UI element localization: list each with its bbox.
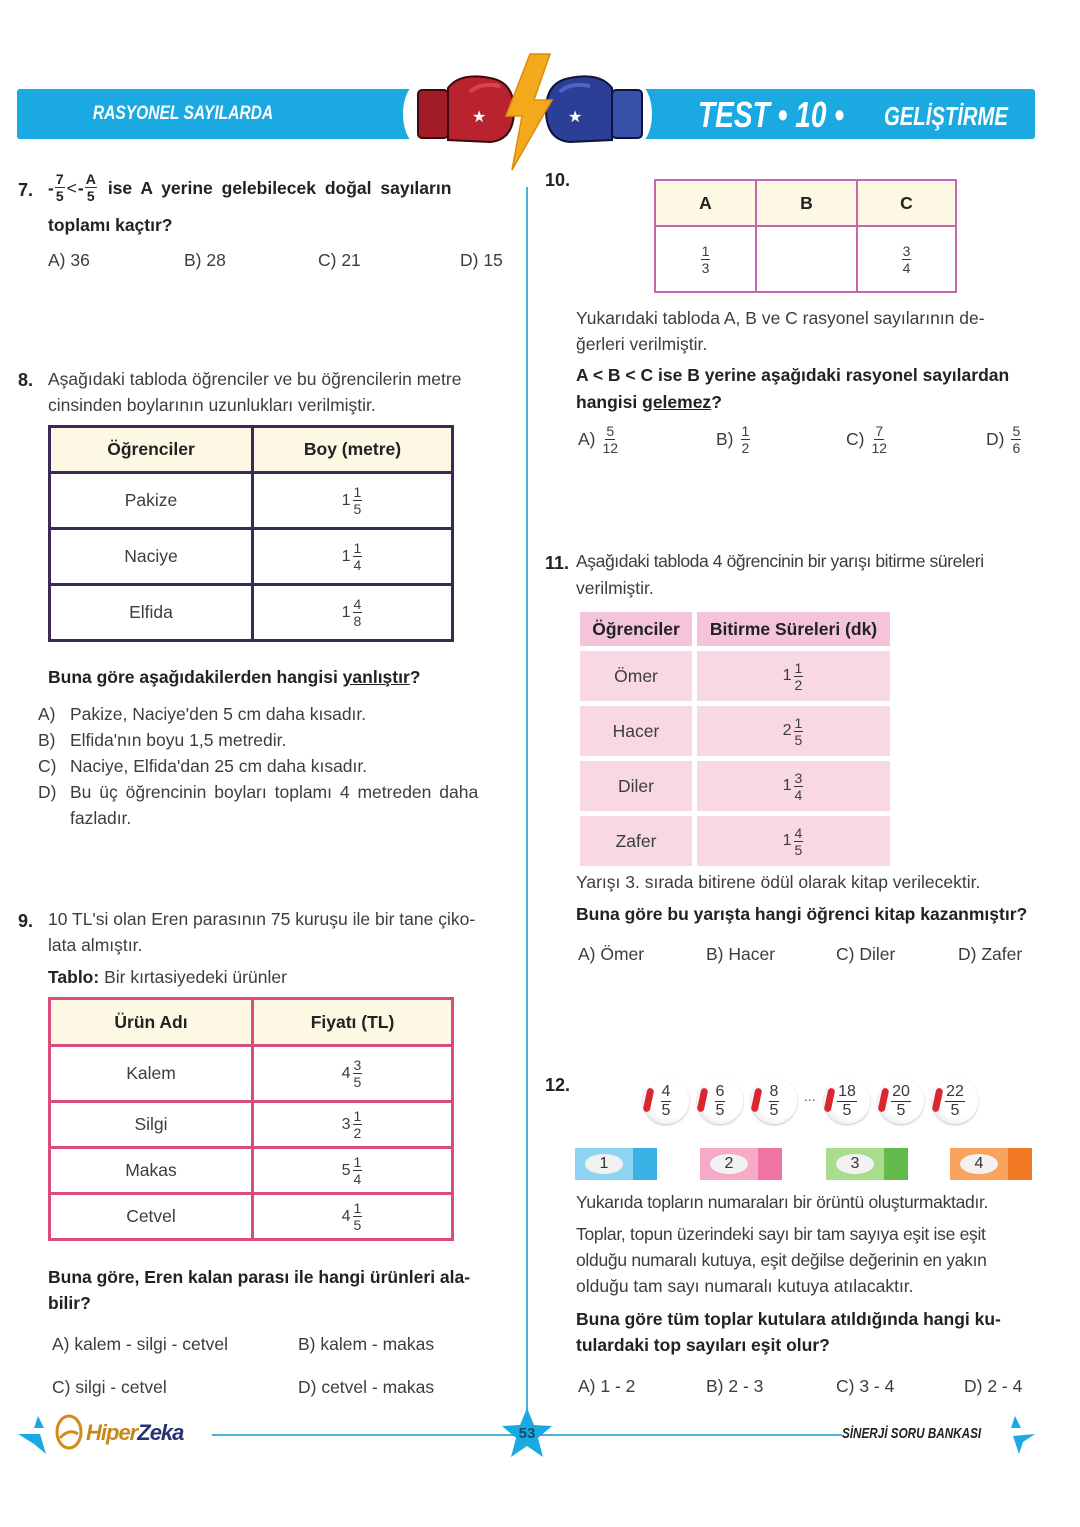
q10-question-line2: hangisi gelemez? xyxy=(576,392,722,412)
q8-option-d[interactable]: D) Bu üç öğrencinin boyları toplamı 4 metreden daha xyxy=(38,782,479,802)
egg-logo-icon xyxy=(54,1412,84,1450)
q10-abc-table xyxy=(654,179,957,293)
series-name: SİNERJİ SORU BANKASI xyxy=(842,1425,982,1442)
mixed-fraction: 4 $\frac{3}{5}$ xyxy=(341,1057,362,1090)
table-row: Cetvel 4 $\frac{1}{5}$ xyxy=(50,1194,453,1240)
q10-option-c[interactable]: C) $\frac{7}{12}$ xyxy=(846,423,888,456)
empty-cell xyxy=(756,226,857,292)
q12-text-line3: olduğu numaralı kutuya, eşit değilse değerinin en yakın xyxy=(576,1250,987,1270)
mixed-fraction: 4 $\frac{1}{5}$ xyxy=(341,1200,362,1233)
q8-option-b[interactable]: B) Elfida'nın boyu 1,5 metredir. xyxy=(38,730,287,750)
q12-option-d[interactable]: D) 2 - 4 xyxy=(964,1376,1023,1396)
q12-question-line2: tulardaki top sayıları eşit olur? xyxy=(576,1335,830,1355)
table-header: Bitirme Süreleri (dk) xyxy=(697,612,890,646)
q9-question-line1: Buna göre, Eren kalan parası ile hangi ürünleri ala- xyxy=(48,1267,471,1287)
fraction: $\frac{1}{3}$ xyxy=(701,242,710,276)
table-row: Hacer 2 $\frac{1}{5}$ xyxy=(580,706,890,756)
brand-logo: HiperZeka xyxy=(86,1420,184,1445)
q10-intro-line1: Yukarıdaki tabloda A, B ve C rasyonel sayılarının de- xyxy=(576,308,985,328)
page-number: 53 xyxy=(518,1425,536,1442)
q9-number: 9. xyxy=(18,911,34,931)
section-title: RASYONEL SAYILARDA SIRALAMA xyxy=(92,103,274,174)
q7-option-b[interactable]: B) 28 xyxy=(184,250,226,270)
table-header: Ürün Adı xyxy=(50,999,253,1046)
q12-option-c[interactable]: C) 3 - 4 xyxy=(836,1376,895,1396)
q11-intro-line2: verilmiştir. xyxy=(576,578,654,598)
q7-option-d[interactable]: D) 15 xyxy=(460,250,503,270)
ball-icon: $\frac{22}{5}$ xyxy=(932,1078,978,1124)
ball-icon: $\frac{6}{5}$ xyxy=(697,1078,743,1124)
q9-option-b[interactable]: B) kalem - makas xyxy=(298,1334,435,1354)
mixed-fraction: 5 $\frac{1}{4}$ xyxy=(341,1154,362,1187)
table-header: C xyxy=(857,180,956,226)
table-row: Kalem 4 $\frac{3}{5}$ xyxy=(50,1046,453,1102)
ellipsis: ... xyxy=(804,1088,816,1104)
q7-stem-line2: toplamı kaçtır? xyxy=(48,215,173,235)
mixed-fraction: 1 $\frac{4}{8}$ xyxy=(341,596,362,629)
ball-icon: $\frac{20}{5}$ xyxy=(878,1078,924,1124)
q11-option-a[interactable]: A) Ömer xyxy=(578,944,645,964)
q7-option-a[interactable]: A) 36 xyxy=(48,250,90,270)
box-4-icon: 4 xyxy=(950,1148,1032,1180)
ball-icon: $\frac{8}{5}$ xyxy=(751,1078,797,1124)
svg-text:★: ★ xyxy=(472,107,487,126)
q10-number: 10. xyxy=(545,170,571,190)
table-header: Boy (metre) xyxy=(253,427,453,473)
column-divider xyxy=(526,187,528,1417)
mixed-fraction: 1 $\frac{4}{5}$ xyxy=(782,824,803,858)
q8-option-c[interactable]: C) Naciye, Elfida'dan 25 cm daha kısadır. xyxy=(38,756,368,776)
q9-option-d[interactable]: D) cetvel - makas xyxy=(298,1377,435,1397)
table-row: Elfida 1 $\frac{4}{8}$ xyxy=(50,585,453,641)
q12-option-a[interactable]: A) 1 - 2 xyxy=(578,1376,636,1396)
mixed-fraction: 1 $\frac{1}{4}$ xyxy=(341,540,362,573)
table-row: Pakize 1 $\frac{1}{5}$ xyxy=(50,473,453,529)
mixed-fraction: 3 $\frac{1}{2}$ xyxy=(341,1108,362,1141)
q8-question: Buna göre aşağıdakilerden hangisi yanlıştır? xyxy=(48,667,421,687)
table-header: Öğrenciler xyxy=(50,427,253,473)
q9-option-c[interactable]: C) silgi - cetvel xyxy=(52,1377,167,1397)
q7-number: 7. xyxy=(18,180,34,200)
q9-products-table xyxy=(48,997,454,1241)
q10-option-a[interactable]: A) $\frac{5}{12}$ xyxy=(578,423,619,456)
q12-text-line1: Yukarıda topların numaraları bir örüntü oluşturmaktadır. xyxy=(576,1192,989,1212)
q8-intro-line1: Aşağıdaki tabloda öğrenciler ve bu öğrencilerin metre xyxy=(48,369,462,389)
test-label: TEST • 10 • xyxy=(698,94,845,135)
q8-option-d-line2: fazladır. xyxy=(70,808,132,828)
q11-number: 11. xyxy=(545,553,570,573)
fraction: $\frac{7}{5}$ xyxy=(55,171,64,204)
mixed-fraction: 1 $\frac{1}{5}$ xyxy=(341,484,362,517)
table-row: Zafer 1 $\frac{4}{5}$ xyxy=(580,816,890,866)
q12-option-b[interactable]: B) 2 - 3 xyxy=(706,1376,764,1396)
svg-text:★: ★ xyxy=(568,107,583,126)
table-row: Naciye 1 $\frac{1}{4}$ xyxy=(50,529,453,585)
q12-text-line4: olduğu tam sayı numaralı kutuya atılacaktır. xyxy=(576,1276,914,1296)
table-row xyxy=(655,226,956,292)
star-fragment-left-icon xyxy=(16,1414,50,1458)
table-header: B xyxy=(756,180,857,226)
q9-option-a[interactable]: A) kalem - silgi - cetvel xyxy=(52,1334,229,1354)
q11-intro-line1: Aşağıdaki tabloda 4 öğrencinin bir yarışı bitirme süreleri xyxy=(576,551,984,571)
q8-number: 8. xyxy=(18,370,34,390)
box-3-icon: 3 xyxy=(826,1148,908,1180)
star-fragment-right-icon xyxy=(1005,1414,1039,1458)
q11-option-b[interactable]: B) Hacer xyxy=(706,944,776,964)
table-row: Silgi 3 $\frac{1}{2}$ xyxy=(50,1102,453,1148)
q11-option-d[interactable]: D) Zafer xyxy=(958,944,1023,964)
test-type: GELİŞTİRME xyxy=(884,101,1008,131)
q12-text-line2: Toplar, topun üzerindeki sayı bir tam sayıya eşit ise eşit xyxy=(576,1224,986,1244)
q10-intro-line2: ğerleri verilmiştir. xyxy=(576,334,708,354)
table-row: Makas 5 $\frac{1}{4}$ xyxy=(50,1148,453,1194)
boxing-gloves-icon xyxy=(410,52,650,172)
q12-number: 12. xyxy=(545,1075,571,1095)
q11-question: Buna göre bu yarışta hangi öğrenci kitap kazanmıştır? xyxy=(576,904,1028,924)
table-row: Ömer 1 $\frac{1}{2}$ xyxy=(580,651,890,701)
q9-question-line2: bilir? xyxy=(48,1293,91,1313)
mixed-fraction: 1 $\frac{3}{4}$ xyxy=(782,769,803,803)
q8-option-a[interactable]: A) Pakize, Naciye'den 5 cm daha kısadır. xyxy=(38,704,367,724)
table-header: A xyxy=(655,180,756,226)
ball-icon: $\frac{18}{5}$ xyxy=(824,1078,870,1124)
q11-note: Yarışı 3. sırada bitirene ödül olarak kitap verilecektir. xyxy=(576,872,981,892)
q7-stem: - $\frac{7}{5}$ < - $\frac{A}{5}$ ise A yerine gelebilecek doğal sayıların xyxy=(48,171,452,204)
q10-option-b[interactable]: B) $\frac{1}{2}$ xyxy=(716,423,750,456)
ball-icon: $\frac{4}{5}$ xyxy=(643,1078,689,1124)
mixed-fraction: 2 $\frac{1}{5}$ xyxy=(782,714,803,748)
box-2-icon: 2 xyxy=(700,1148,782,1180)
q7-option-c[interactable]: C) 21 xyxy=(318,250,361,270)
fraction: $\frac{A}{5}$ xyxy=(85,171,96,204)
q11-times-table xyxy=(575,607,895,871)
mixed-fraction: 1 $\frac{1}{2}$ xyxy=(782,659,803,693)
q8-heights-table xyxy=(48,425,454,642)
q9-table-caption: Tablo: Bir kırtasiyedeki ürünler xyxy=(48,967,287,987)
q9-intro-line1: 10 TL'si olan Eren parasının 75 kuruşu ile bir tane çiko- xyxy=(48,909,476,929)
table-row: Diler 1 $\frac{3}{4}$ xyxy=(580,761,890,811)
box-1-icon: 1 xyxy=(575,1148,657,1180)
q7-expr: - $\frac{7}{5}$ < - $\frac{A}{5}$ xyxy=(48,171,96,204)
table-header: Fiyatı (TL) xyxy=(253,999,453,1046)
table-header: Öğrenciler xyxy=(580,612,692,646)
q10-option-d[interactable]: D) $\frac{5}{6}$ xyxy=(986,423,1021,456)
q8-intro-line2: cinsinden boylarının uzunlukları verilmiştir. xyxy=(48,395,376,415)
q10-question-line1: A < B < C ise B yerine aşağıdaki rasyonel sayılardan xyxy=(576,365,1010,385)
fraction: $\frac{3}{4}$ xyxy=(902,242,911,276)
q9-intro-line2: lata almıştır. xyxy=(48,935,143,955)
q12-question-line1: Buna göre tüm toplar kutulara atıldığında hangi ku- xyxy=(576,1309,1001,1329)
q11-option-c[interactable]: C) Diler xyxy=(836,944,896,964)
